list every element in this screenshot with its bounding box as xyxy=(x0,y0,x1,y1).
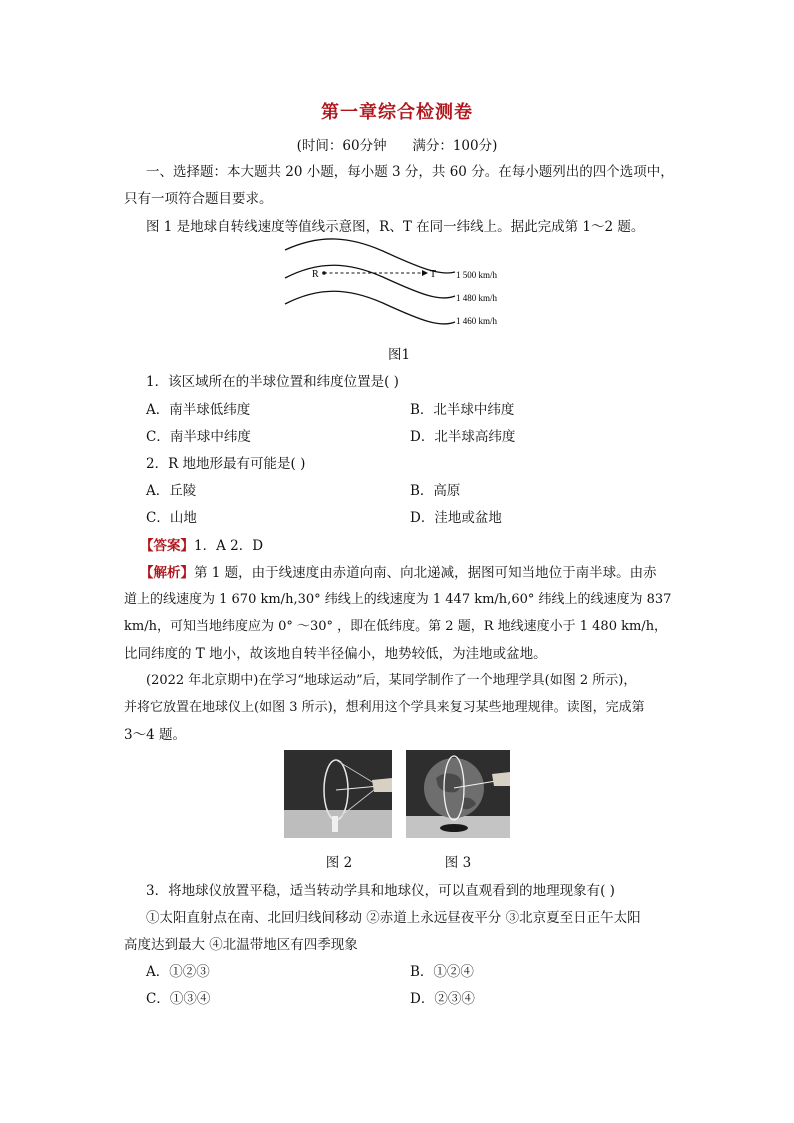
figure-3-caption: 图 3 xyxy=(444,855,472,871)
question-3-statements-line2: 高度达到最大 ④北温带地区有四季现象 xyxy=(124,937,358,953)
isoline-label-1500: 1 500 km/h xyxy=(456,270,498,280)
answer-tag: 【答案】 xyxy=(140,538,194,554)
analysis-line2: 道上的线速度为 1 670 km/h,30° 纬线上的线速度为 1 447 km/h,60° 纬线上的线速度为 837 xyxy=(124,592,672,607)
figure-1-isoline-diagram xyxy=(280,238,520,338)
figure-3-globe-image xyxy=(406,750,510,838)
question-intro-3-4-line1: (2022 年北京期中)在学习“地球运动”后，某同学制作了一个地理学具(如图 2 所示)， xyxy=(146,673,637,688)
figure-3-photo xyxy=(406,750,510,838)
question-1-option-b: B．北半球中纬度 xyxy=(410,402,515,418)
isoline-label-1480: 1 480 km/h xyxy=(456,293,498,303)
figure-2-photo xyxy=(284,750,392,838)
question-2-option-d: D．洼地或盆地 xyxy=(410,510,502,526)
analysis-line4: 比同纬度的 T 地小，故该地自转半径偏小，地势较低，为洼地或盆地。 xyxy=(124,646,547,662)
point-r-label: R xyxy=(312,269,319,280)
question-3-option-a: A．①②③ xyxy=(146,964,210,980)
section-instruction-line2: 只有一项符合题目要求。 xyxy=(124,191,273,207)
question-1-option-c: C．南半球中纬度 xyxy=(146,429,251,445)
question-3-option-d: D．②③④ xyxy=(410,991,475,1007)
point-t-label: T xyxy=(430,269,437,280)
answer-block xyxy=(140,534,263,554)
question-3-option-c: C．①③④ xyxy=(146,991,211,1007)
question-2-option-a: A．丘陵 xyxy=(146,483,197,499)
point-r-dot xyxy=(322,271,326,275)
question-3-stem: 3．将地球仪放置平稳，适当转动学具和地球仪，可以直观看到的地理现象有( ) xyxy=(146,883,615,899)
arrow-head xyxy=(422,270,428,276)
figure-2-caption: 图 2 xyxy=(325,855,353,871)
isoline-label-1460: 1 460 km/h xyxy=(456,316,498,326)
question-intro-3-4-line3: 3～4 题。 xyxy=(124,727,186,743)
section-instruction-line1: 一、选择题：本大题共 20 小题，每小题 3 分，共 60 分。在每小题列出的四个选项中， xyxy=(146,164,674,180)
exam-time-info: (时间：60分钟 满分：100分) xyxy=(296,138,498,154)
question-3-option-b: B．①②④ xyxy=(410,964,474,980)
page-title: 第一章综合检测卷 xyxy=(321,102,473,123)
question-3-statements-line1: ①太阳直射点在南、北回归线间移动 ②赤道上永远昼夜平分 ③北京夏至日正午太阳 xyxy=(146,910,641,926)
question-1-stem: 1．该区域所在的半球位置和纬度位置是( ) xyxy=(146,374,399,390)
question-1-option-d: D．北半球高纬度 xyxy=(410,429,516,445)
figure-2-learning-tool-image xyxy=(284,750,392,838)
analysis-tag: 【解析】 xyxy=(140,565,194,581)
figure-1-caption: 图1 xyxy=(387,347,411,363)
question-2-option-c: C．山地 xyxy=(146,510,197,526)
answer-text: 1．A 2．D xyxy=(194,538,264,554)
question-1-option-a: A．南半球低纬度 xyxy=(146,402,251,418)
question-intro-1-2: 图 1 是地球自转线速度等值线示意图，R、T 在同一纬线上。据此完成第 1～2 题。 xyxy=(146,219,645,235)
analysis-line3: km/h，可知当地纬度应为 0° ～30° ，即在低纬度。第 2 题，R 地线速度小于 1 480 km/h， xyxy=(124,619,668,634)
analysis-text-1: 第 1 题，由于线速度由赤道向南、向北递减，据图可知当地位于南半球。由赤 xyxy=(194,565,657,581)
question-2-stem: 2．R 地地形最有可能是( ) xyxy=(146,456,306,472)
question-2-option-b: B．高原 xyxy=(410,483,461,499)
question-intro-3-4-line2: 并将它放置在地球仪上(如图 3 所示)，想利用这个学具来复习某些地理规律。读图，完成第 xyxy=(124,700,645,715)
analysis-line1 xyxy=(140,561,657,581)
